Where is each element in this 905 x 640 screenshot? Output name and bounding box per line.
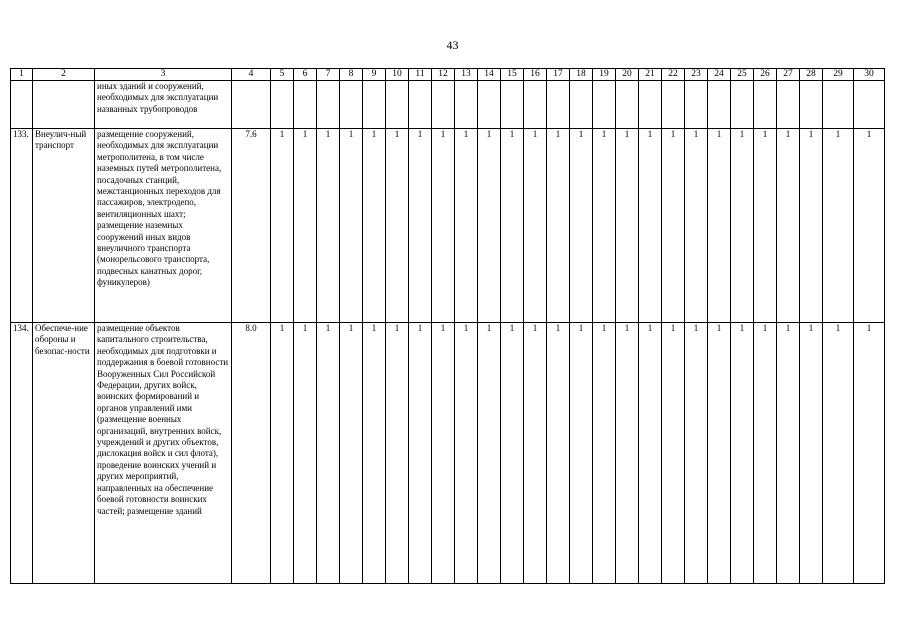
row-mark	[570, 81, 593, 129]
column-header-16: 16	[524, 69, 547, 81]
row-mark	[317, 81, 340, 129]
row-mark: 1	[524, 129, 547, 323]
row-mark	[754, 81, 777, 129]
row-mark: 1	[524, 323, 547, 584]
row-mark: 1	[823, 323, 854, 584]
column-header-11: 11	[409, 69, 432, 81]
column-header-22: 22	[662, 69, 685, 81]
row-mark	[662, 81, 685, 129]
row-value: 7.6	[232, 129, 271, 323]
column-header-28: 28	[800, 69, 823, 81]
column-header-6: 6	[294, 69, 317, 81]
column-header-9: 9	[363, 69, 386, 81]
row-mark: 1	[363, 323, 386, 584]
column-header-8: 8	[340, 69, 363, 81]
table-row	[11, 323, 885, 584]
row-description: иных зданий и сооружений, необходимых для эксплуатации названных трубопроводов	[95, 81, 232, 129]
row-description: размещение сооружений, необходимых для эксплуатации метрополитена, в том числе наземных путей метрополитена, посадочных станций, межстанционных переходов для пассажиров, электродепо, вентиляционных шахт; размещение наземных сооружений иных видов внеуличного транспорта (монорельсового транспорта, подвесных канатных дорог, фуникулеров)	[95, 129, 232, 323]
row-mark: 1	[317, 323, 340, 584]
row-mark: 1	[271, 323, 294, 584]
row-mark: 1	[478, 323, 501, 584]
row-mark	[731, 81, 754, 129]
row-mark: 1	[639, 129, 662, 323]
row-mark	[455, 81, 478, 129]
row-mark: 1	[800, 129, 823, 323]
column-header-2: 2	[33, 69, 95, 81]
column-header-14: 14	[478, 69, 501, 81]
row-mark: 1	[317, 129, 340, 323]
column-header-19: 19	[593, 69, 616, 81]
row-name	[33, 81, 95, 129]
row-description: размещение объектов капитального строительства, необходимых для подготовки и поддержания в боевой готовности Вооруженных Сил Российской Федерации, других войск, воинских формирований и органов управлений ими (размещение военных организаций, внутренних войск, учреждений и других объектов, дислокация войск и сил флота), проведение воинских учений и других мероприятий, направленных на обеспечение боевой готовности воинских частей; размещение зданий	[95, 323, 232, 584]
row-name: Внеулич-ный транспорт	[33, 129, 95, 323]
row-mark	[616, 81, 639, 129]
row-mark	[823, 81, 854, 129]
column-header-25: 25	[731, 69, 754, 81]
table-row	[11, 129, 885, 323]
row-mark	[409, 81, 432, 129]
row-mark: 1	[294, 129, 317, 323]
row-mark: 1	[616, 323, 639, 584]
row-code: 134.	[11, 323, 33, 584]
land-use-table	[10, 68, 885, 584]
column-header-20: 20	[616, 69, 639, 81]
row-mark: 1	[455, 129, 478, 323]
column-header-12: 12	[432, 69, 455, 81]
column-header-29: 29	[823, 69, 854, 81]
row-mark	[777, 81, 800, 129]
row-code	[11, 81, 33, 129]
row-mark: 1	[685, 129, 708, 323]
row-mark: 1	[823, 129, 854, 323]
row-code: 133.	[11, 129, 33, 323]
row-mark: 1	[708, 129, 731, 323]
column-header-1: 1	[11, 69, 33, 81]
row-mark: 1	[685, 323, 708, 584]
row-mark: 1	[662, 323, 685, 584]
row-mark: 1	[854, 129, 885, 323]
row-mark: 1	[271, 129, 294, 323]
row-mark: 1	[386, 129, 409, 323]
row-mark: 1	[731, 129, 754, 323]
column-header-26: 26	[754, 69, 777, 81]
row-mark	[639, 81, 662, 129]
row-mark: 1	[294, 323, 317, 584]
page-number: 43	[446, 38, 459, 52]
row-mark: 1	[340, 129, 363, 323]
row-mark: 1	[340, 323, 363, 584]
column-header-5: 5	[271, 69, 294, 81]
row-mark	[501, 81, 524, 129]
row-mark: 1	[547, 323, 570, 584]
column-header-13: 13	[455, 69, 478, 81]
column-header-21: 21	[639, 69, 662, 81]
row-mark	[593, 81, 616, 129]
row-mark: 1	[639, 323, 662, 584]
row-mark: 1	[616, 129, 639, 323]
column-header-24: 24	[708, 69, 731, 81]
column-header-23: 23	[685, 69, 708, 81]
row-mark	[854, 81, 885, 129]
row-mark	[432, 81, 455, 129]
row-mark: 1	[777, 129, 800, 323]
row-mark: 1	[570, 323, 593, 584]
row-mark: 1	[409, 323, 432, 584]
table-row	[11, 81, 885, 129]
column-header-4: 4	[232, 69, 271, 81]
row-mark: 1	[854, 323, 885, 584]
row-mark	[294, 81, 317, 129]
row-mark: 1	[478, 129, 501, 323]
row-mark	[271, 81, 294, 129]
row-mark: 1	[363, 129, 386, 323]
column-header-7: 7	[317, 69, 340, 81]
column-header-15: 15	[501, 69, 524, 81]
row-mark: 1	[777, 323, 800, 584]
row-mark: 1	[800, 323, 823, 584]
column-header-17: 17	[547, 69, 570, 81]
row-name: Обеспече-ние обороны и безопас-ности	[33, 323, 95, 584]
row-mark	[340, 81, 363, 129]
row-mark: 1	[570, 129, 593, 323]
column-header-10: 10	[386, 69, 409, 81]
row-mark: 1	[662, 129, 685, 323]
row-value: 8.0	[232, 323, 271, 584]
row-mark: 1	[455, 323, 478, 584]
row-mark	[478, 81, 501, 129]
row-mark: 1	[432, 323, 455, 584]
row-mark	[685, 81, 708, 129]
row-mark: 1	[386, 323, 409, 584]
row-mark	[547, 81, 570, 129]
row-mark: 1	[547, 129, 570, 323]
column-header-3: 3	[95, 69, 232, 81]
row-mark: 1	[593, 129, 616, 323]
row-mark: 1	[731, 323, 754, 584]
row-mark: 1	[708, 323, 731, 584]
row-mark	[363, 81, 386, 129]
row-mark: 1	[754, 129, 777, 323]
row-mark: 1	[501, 323, 524, 584]
column-header-30: 30	[854, 69, 885, 81]
header-row	[11, 69, 885, 81]
column-header-18: 18	[570, 69, 593, 81]
row-mark: 1	[409, 129, 432, 323]
row-mark: 1	[501, 129, 524, 323]
column-header-27: 27	[777, 69, 800, 81]
row-mark: 1	[754, 323, 777, 584]
row-mark	[386, 81, 409, 129]
row-mark	[800, 81, 823, 129]
row-mark: 1	[593, 323, 616, 584]
row-mark	[708, 81, 731, 129]
row-mark: 1	[432, 129, 455, 323]
row-value	[232, 81, 271, 129]
row-mark	[524, 81, 547, 129]
